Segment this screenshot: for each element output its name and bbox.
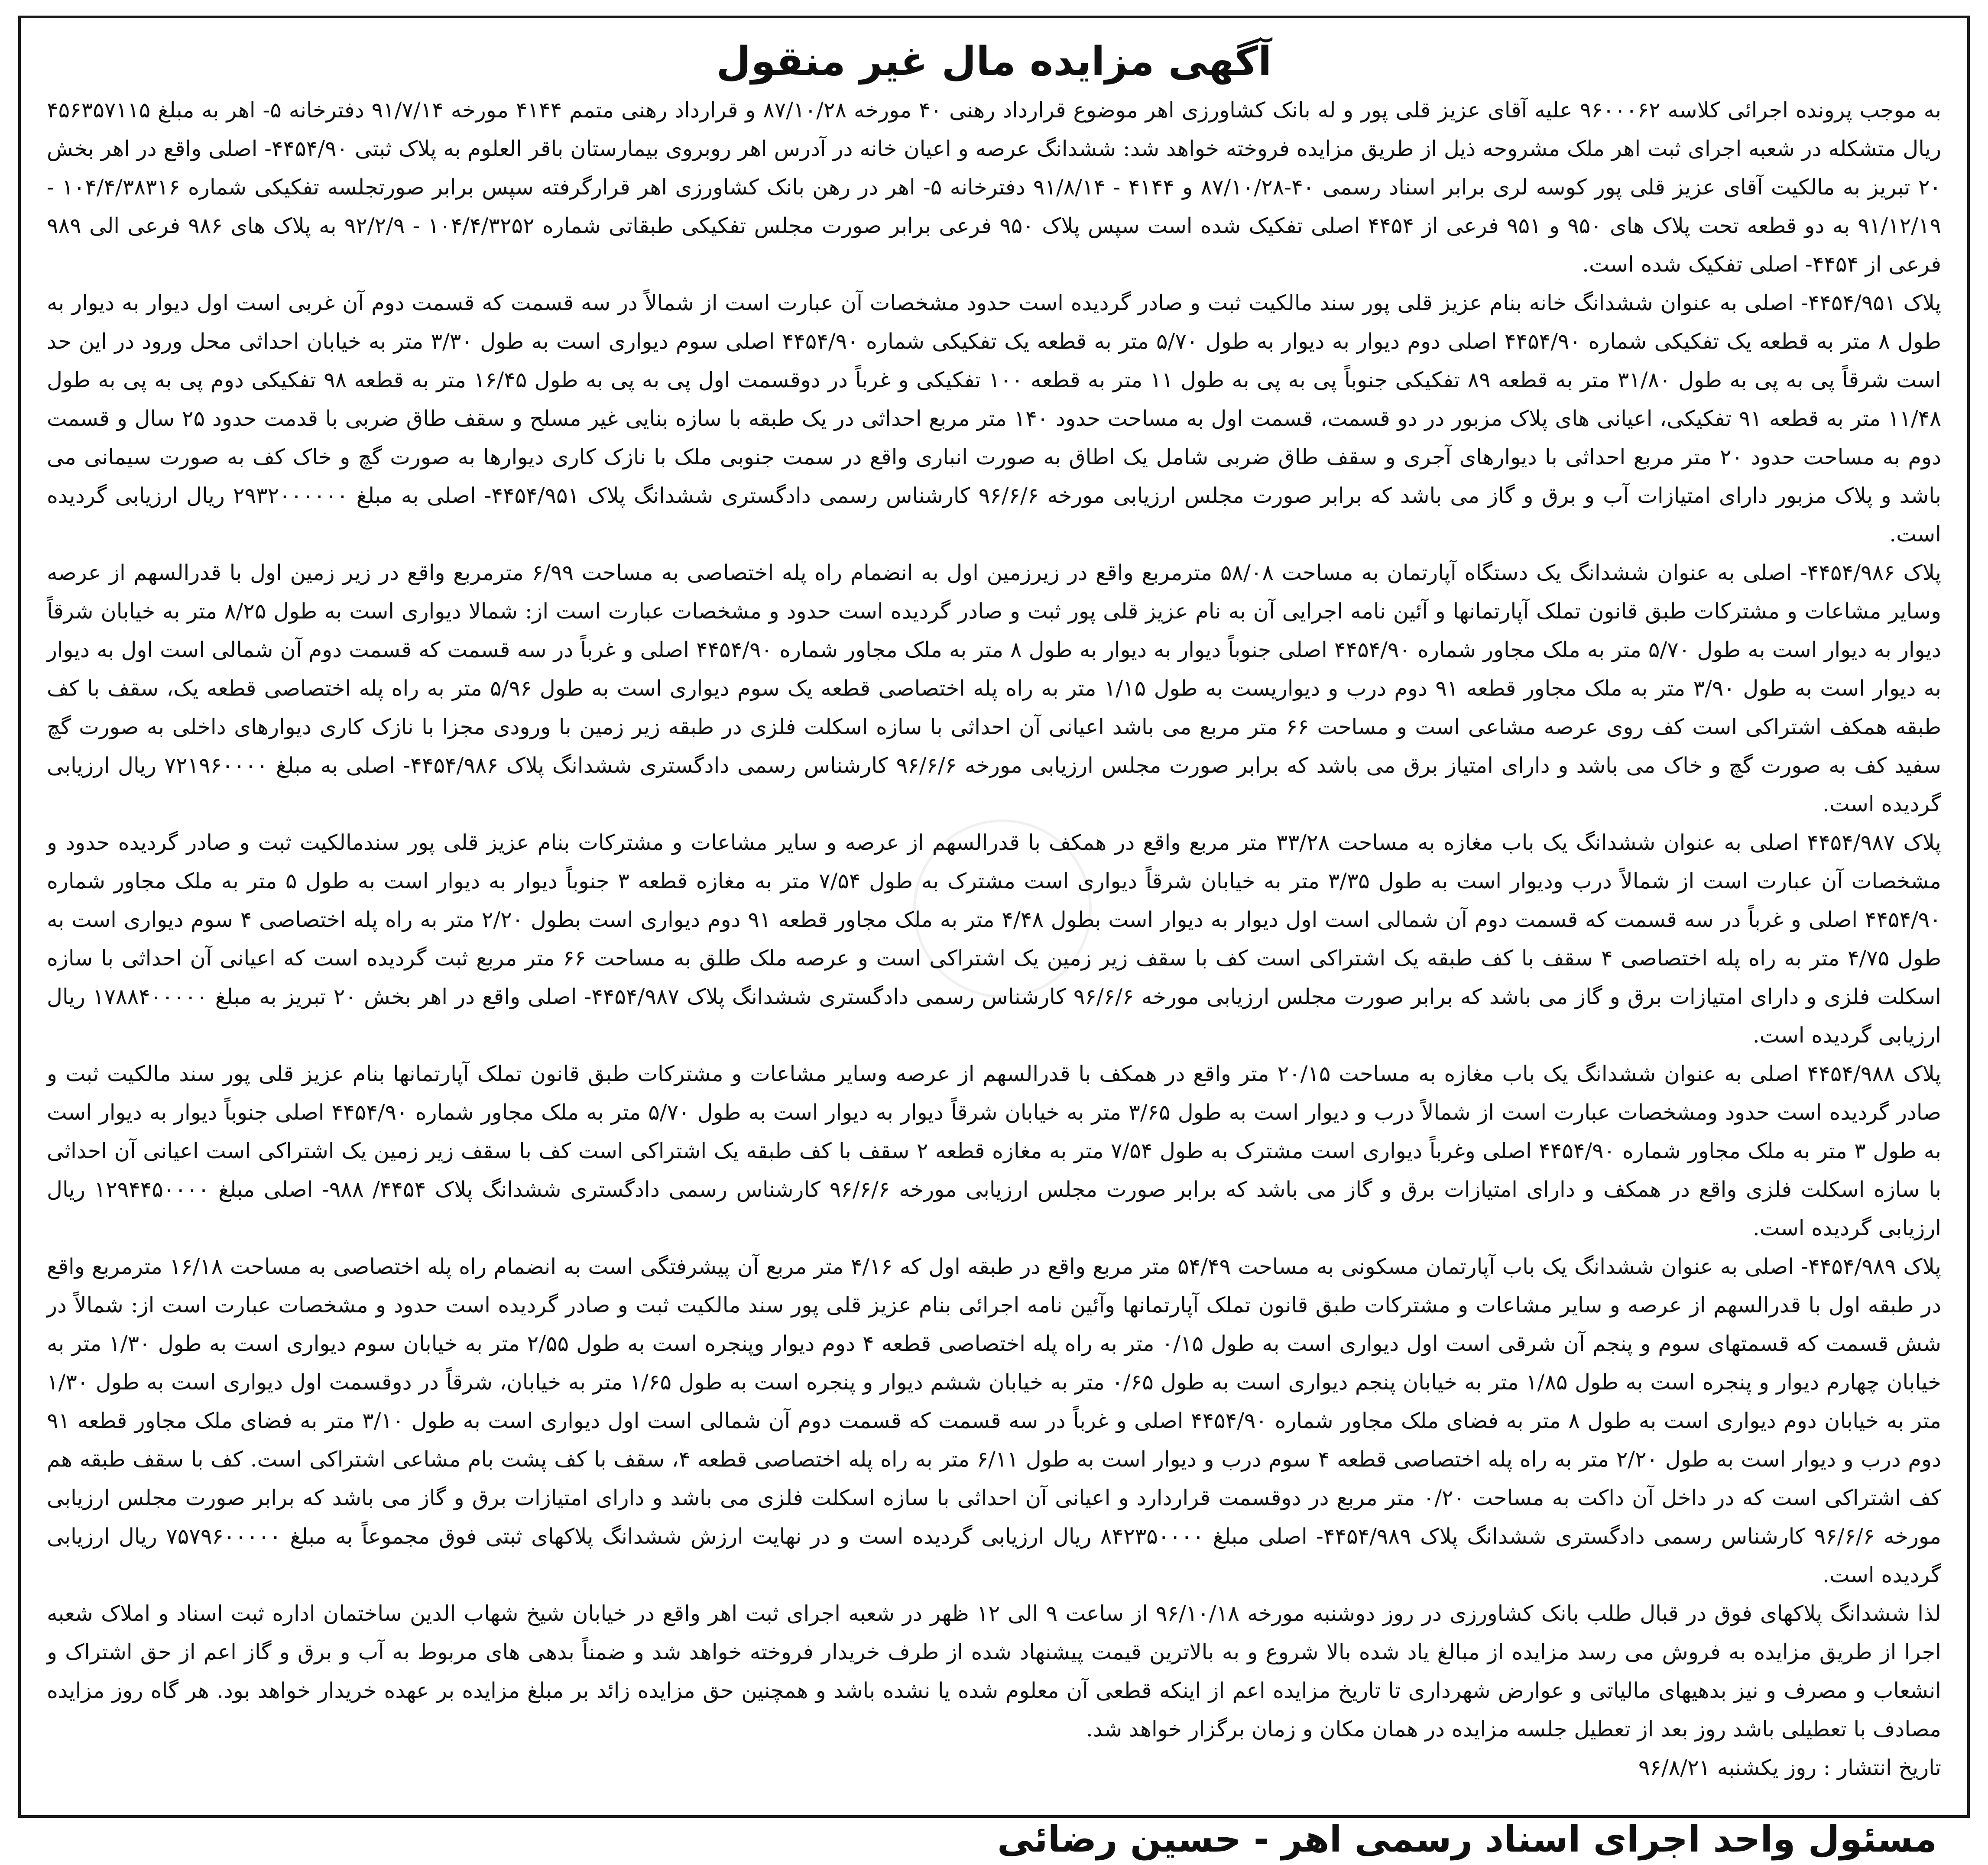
notice-paragraph-plot-986: پلاک ۴۴۵۴/۹۸۶- اصلی به عنوان ششدانگ یک دستگاه آپارتمان به مساحت ۵۸/۰۸ مترمربع واقع در زیرزمین اول به انضمام راه پله اختصاصی به مساحت ۶/۹۹ مترمربع واقع در زیر زمین اول با قدرالسهم از عرصه وسایر مشاعات و مشترکات طبق قانون تملک آپارتمانها و آئین نامه اجرایی آن به نام عزیز قلی پور ثبت و صادر گردیده است حدود و مشخصات عبارت است از: شمالا دیواری است به طول ۸/۲۵ متر به خیابان شرقاً دیوار به دیوار است به طول ۵/۷۰ متر به ملک مجاور شماره ۴۴۵۴/۹۰ اصلی جنوباً دیوار به دیوار به طول ۸ متر به ملک مجاور شماره ۴۴۵۴/۹۰ اصلی و غرباً در سه قسمت که قسمت دوم آن شمالی است اول به دیوار به دیوار است به طول ۳/۹۰ متر به ملک مجاور قطعه ۹۱ دوم درب و دیواریست به طول ۱/۱۵ متر به راه پله اختصاصی قطعه یک سوم دیواری است به طول ۵/۹۶ متر به راه پله اختصاصی قطعه یک، سقف با کف طبقه همکف اشتراکی است کف روی عرصه مشاعی است و مساحت ۶۶ متر مربع می باشد اعیانی آن احداثی با سازه اسکلت فلزی در طبقه زیر زمین با ورودی مجزا با نازک کاری دیوارهای داخلی به صورت گچ سفید کف به صورت گچ و خاک می باشد و دارای امتیاز برق می باشد که برابر صورت مجلس ارزیابی مورخه ۹۶/۶/۶ کارشناس رسمی دادگستری ششدانگ پلاک ۴۴۵۴/۹۸۶- اصلی به مبلغ ۷۲۱۹۶۰۰۰۰ ریال ارزیابی گردیده است.: [47, 560, 1942, 816]
notice-title: آگهی مزایده مال غیر منقول: [716, 38, 1272, 84]
notice-paragraph-plot-989: پلاک ۴۴۵۴/۹۸۹- اصلی به عنوان ششدانگ یک باب آپارتمان مسکونی به مساحت ۵۴/۴۹ متر مربع واقع در طبقه اول که ۴/۱۶ متر مربع آن پیشرفتگی است به انضمام راه پله اختصاصی به مساحت ۱۶/۱۸ مترمربع واقع در طبقه اول با قدرالسهم از عرصه و سایر مشاعات و مشترکات طبق قانون تملک آپارتمانها وآئین نامه اجرائی بنام عزیز قلی پور سند مالکیت ثبت و صادر گردیده است حدود و مشخصات عبارت است از: شمالاً در شش قسمت که قسمتهای سوم و پنجم آن شرقی است اول دیواری است به طول ۰/۱۵ متر به راه پله اختصاصی قطعه ۴ دوم دیوار وپنجره است به طول ۲/۵۵ متر به خیابان سوم دیواری است به طول ۱/۳۰ متر به خیابان چهارم دیوار و پنجره است به طول ۱/۸۵ متر به خیابان پنجم دیواری است به طول ۰/۶۵ متر به خیابان ششم دیوار و پنجره است به طول ۱/۶۵ متر به خیابان، شرقاً در دوقسمت اول دیواری است به طول ۱/۳۰ متر به خیابان دوم دیواری است به طول ۸ متر به فضای ملک مجاور شماره ۴۴۵۴/۹۰ اصلی و غرباً در سه قسمت که قسمت دوم آن شمالی است اول دیواری است به طول ۳/۱۰ متر به فضای ملک مجاور قطعه ۹۱ دوم درب و دیوار است به طول ۲/۲۰ متر به راه پله اختصاصی قطعه ۴ سوم درب و دیوار است به طول ۶/۱۱ متر به راه پله اختصاصی قطعه ۴، سقف با کف پشت بام مشاعی اشتراکی است. کف با سقف طبقه هم کف اشتراکی است که در داخل آن داکت به مساحت ۰/۲۰ متر مربع در دوقسمت قراردارد و اعیانی آن احداثی با سازه اسکلت فلزی می باشد و دارای امتیازات برق و گاز می باشد که برابر صورت مجلس ارزیابی مورخه ۹۶/۶/۶ کارشناس رسمی دادگستری ششدانگ پلاک ۴۴۵۴/۹۸۹- اصلی مبلغ ۸۴۲۳۵۰۰۰۰ ریال ارزیابی گردیده است و در نهایت ارزش ششدانگ پلاکهای ثبتی فوق مجموعاً به مبلغ ۷۵۷۹۶۰۰۰۰۰ ریال ارزیابی گردیده است.: [47, 1254, 1942, 1587]
notice-paragraph-plot-988: پلاک ۴۴۵۴/۹۸۸ اصلی به عنوان ششدانگ یک باب مغازه به مساحت ۲۰/۱۵ متر واقع در همکف با قدرالسهم از عرصه وسایر مشاعات و مشترکات طبق قانون تملک آپارتمانها بنام عزیز قلی پور سند مالکیت ثبت و صادر گردیده است حدود ومشخصات عبارت است از شمالاً درب و دیوار است به طول ۳/۶۵ متر به خیابان شرقاً دیوار به دیوار است به طول ۵/۷۰ متر به ملک مجاور شماره ۴۴۵۴/۹۰ اصلی جنوباً دیوار به دیوار است به طول ۳ متر به ملک مجاور شماره ۴۴۵۴/۹۰ اصلی وغرباً دیواری است مشترک به طول ۷/۵۴ متر به مغازه قطعه ۲ سقف با کف طبقه یک اشتراکی است کف با سقف زیر زمین یک اشتراکی است اعیانی آن احداثی با سازه اسکلت فلزی واقع در همکف و دارای امتیازات برق و گاز می باشد که برابر صورت مجلس ارزیابی مورخه ۹۶/۶/۶ کارشناس رسمی دادگستری ششدانگ پلاک ۴۴۵۴/ ۹۸۸- اصلی مبلغ ۱۲۹۴۴۵۰۰۰۰ ریال ارزیابی گردیده است.: [47, 1061, 1942, 1240]
notice-body: [47, 91, 1941, 1787]
notice-paragraph-auction-terms: لذا ششدانگ پلاکهای فوق در قبال طلب بانک کشاورزی در روز دوشنبه مورخه ۹۶/۱۰/۱۸ از ساعت ۹ الی ۱۲ ظهر در شعبه اجرای ثبت اهر واقع در خیابان شیخ شهاب الدین ساختمان اداره ثبت اسناد و املاک شعبه اجرا از طریق مزایده به فروش می رسد مزایده از مبالغ یاد شده بالا شروع و به بالاترین قیمت پیشنهاد شده از طرف خریدار فروخته خواهد شد و ضمناً بدهی های مربوط به آب و برق و گاز اعم از حق اشتراک و انشعاب و مصرف و نیز بدهیهای مالیاتی و عوارض شهرداری تا تاریخ مزایده اعم از اینکه قطعی آن معلوم شده یا نشده باشد و همچنین حق مزایده زائد بر مبلغ مزایده بر عهده خریدار خواهد بود. هر گاه روز مزایده مصادف با تعطیلی باشد روز بعد از تعطیل جلسه مزایده در همان مکان و زمان برگزار خواهد شد.: [47, 1601, 1942, 1742]
publish-date: تاریخ انتشار : روز یکشنبه ۹۶/۸/۲۱: [1638, 1755, 1941, 1780]
notice-paragraph-plot-987: پلاک ۴۴۵۴/۹۸۷ اصلی به عنوان ششدانگ یک باب مغازه به مساحت ۳۳/۲۸ متر مربع واقع در همکف با قدرالسهم از عرصه و سایر مشاعات و مشترکات بنام عزیز قلی پور سندمالکیت ثبت و صادر گردیده حدود و مشخصات آن عبارت است از شمالاً درب ودیوار است به طول ۳/۳۵ متر به خیابان شرقاً دیواری است مشترک به طول ۷/۵۴ متر به مغازه قطعه ۳ جنوباً دیوار به دیوار است به طول ۵ متر به ملک مجاور شماره ۴۴۵۴/۹۰ اصلی و غرباً در سه قسمت که قسمت دوم آن شمالی است اول دیوار به دیوار است بطول ۴/۴۸ متر به ملک مجاور قطعه ۹۱ دوم دیواری است بطول ۲/۲۰ متر به راه پله اختصاصی ۴ سوم دیواری است به طول ۴/۷۵ متر به راه پله اختصاصی ۴ سقف با کف طبقه یک اشتراکی است کف با سقف زیر زمین یک اشتراکی است و عرصه ملک طلق به مساحت ۶۶ متر مربع ثبت گردیده است که اعیانی آن احداثی با سازه اسکلت فلزی و دارای امتیازات برق و گاز می باشد که برابر صورت مجلس ارزیابی مورخه ۹۶/۶/۶ کارشناس رسمی دادگستری ششدانگ پلاک ۴۴۵۴/۹۸۷- اصلی واقع در اهر بخش ۲۰ تبریز به مبلغ ۱۷۸۸۴۰۰۰۰۰ ریال ارزیابی گردیده است.: [47, 830, 1942, 1048]
notice-paragraph-intro: به موجب پرونده اجرائی کلاسه ۹۶۰۰۰۶۲ علیه آقای عزیز قلی پور و له بانک کشاورزی اهر موضوع قرارداد رهنی ۴۰ مورخه ۸۷/۱۰/۲۸ و قرارداد رهنی متمم ۴۱۴۴ مورخه ۹۱/۷/۱۴ دفترخانه ۵- اهر به مبلغ ۴۵۶۳۵۷۱۱۵ ریال متشکله در شعبه اجرای ثبت اهر ملک مشروحه ذیل از طریق مزایده فروخته خواهد شد: ششدانگ عرصه و اعیان خانه در آدرس اهر روبروی بیمارستان باقر العلوم به پلاک ثبتی ۴۴۵۴/۹۰- اصلی واقع در اهر بخش ۲۰ تبریز به مالکیت آقای عزیز قلی پور کوسه لری برابر اسناد رسمی ۴۰-۸۷/۱۰/۲۸ و ۴۱۴۴ - ۹۱/۸/۱۴ دفترخانه ۵- اهر در رهن بانک کشاورزی اهر قرارگرفته سپس برابر صورتجلسه تفکیکی شماره ۱۰۴/۴/۳۸۳۱۶ - ۹۱/۱۲/۱۹ به دو قطعه تحت پلاک های ۹۵۰ و ۹۵۱ فرعی از ۴۴۵۴ اصلی تفکیک شده است سپس پلاک ۹۵۰ فرعی برابر صورت مجلس تفکیکی طبقاتی شماره ۱۰۴/۴/۳۲۵۲ - ۹۲/۲/۹ به پلاک های ۹۸۶ فرعی الی ۹۸۹ فرعی از ۴۴۵۴- اصلی تفکیک شده است.: [47, 97, 1942, 277]
auction-notice: [18, 16, 1970, 1860]
signature: مسئول واحد اجرای اسناد رسمی اهر - حسین رضائی: [997, 1818, 1937, 1860]
notice-paragraph-plot-951: پلاک ۴۴۵۴/۹۵۱- اصلی به عنوان ششدانگ خانه بنام عزیز قلی پور سند مالکیت ثبت و صادر گردیده است حدود مشخصات آن عبارت است از شمالاً در سه قسمت که قسمت دوم آن غربی است اول دیوار به دیوار به طول ۸ متر به قطعه یک تفکیکی شماره ۴۴۵۴/۹۰ اصلی دوم دیوار به دیوار به طول ۵/۷۰ متر به قطعه یک تفکیکی شماره ۴۴۵۴/۹۰ اصلی سوم دیواری است به طول ۳/۳۰ متر به خیابان احداثی محل ورود در این حد است شرقاً پی به پی به طول ۳۱/۸۰ متر به قطعه ۸۹ تفکیکی جنوباً پی به پی به طول ۱۱ متر به قطعه ۱۰۰ تفکیکی و غرباً در دوقسمت اول پی به پی به طول ۱۶/۴۵ متر به قطعه ۹۸ تفکیکی دوم پی به پی به طول ۱۱/۴۸ متر به قطعه ۹۱ تفکیکی، اعیانی های پلاک مزبور در دو قسمت، قسمت اول به مساحت حدود ۱۴۰ متر مربع احداثی در یک طبقه با سازه بنایی غیر مسلح و سقف طاق ضربی با قدمت حدود ۲۵ سال و قسمت دوم به مساحت حدود ۲۰ متر مربع احداثی با دیوارهای آجری و سقف طاق ضربی شامل یک اطاق به صورت انباری واقع در سمت جنوبی ملک با نازک کاری دیوارها به صورت گچ و خاک کف به صورت سیمانی می باشد و پلاک مزبور دارای امتیازات آب و برق و گاز می باشد که برابر صورت مجلس ارزیابی مورخه ۹۶/۶/۶ کارشناس رسمی دادگستری ششدانگ پلاک ۴۴۵۴/۹۵۱- اصلی به مبلغ ۲۹۳۲۰۰۰۰۰۰ ریال ارزیابی گردیده است.: [47, 290, 1942, 547]
